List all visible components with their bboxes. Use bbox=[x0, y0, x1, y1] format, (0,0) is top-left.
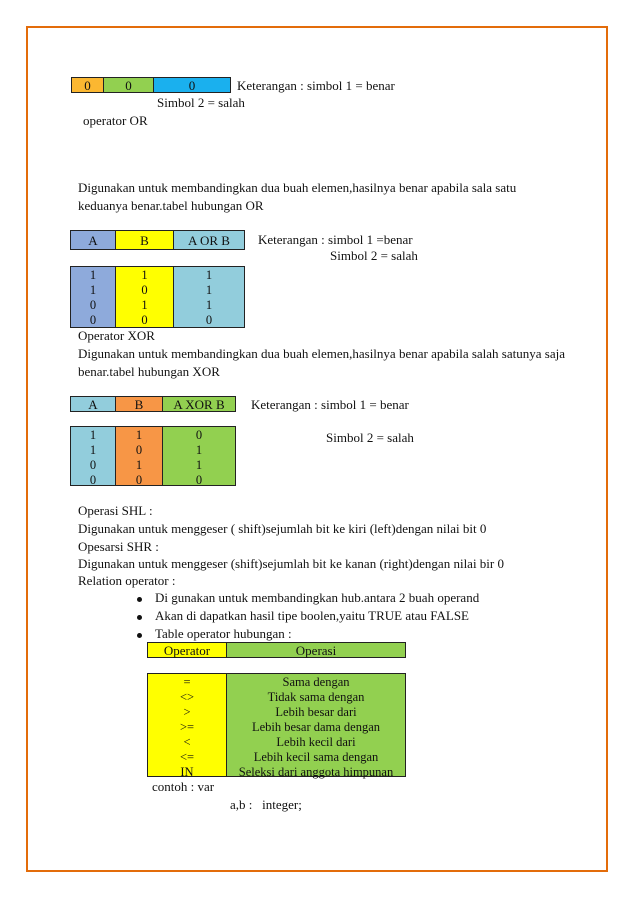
op-col-operasi bbox=[227, 673, 406, 777]
xor-cell: 1 bbox=[89, 428, 97, 442]
or-col-result bbox=[174, 266, 245, 328]
shr-desc: Digunakan untuk menggeser (shift)sejumlah bit ke kanan (right)dengan nilai bir 0 bbox=[78, 556, 504, 571]
xor-title: Operator XOR bbox=[78, 328, 155, 343]
or-cell: 1 bbox=[89, 268, 97, 282]
or-header-b: B bbox=[116, 230, 174, 250]
or-cell: 1 bbox=[89, 283, 97, 297]
shl-title: Operasi SHL : bbox=[78, 503, 153, 518]
bullet-text-2: Akan di dapatkan hasil tipe boolen,yaitu TRUE atau FALSE bbox=[155, 608, 469, 623]
top-bar bbox=[71, 77, 231, 93]
or-cell: 0 bbox=[89, 313, 97, 327]
xor-cell: 0 bbox=[135, 443, 143, 457]
or-table-body bbox=[70, 266, 245, 328]
xor-desc-line-2: benar.tabel hubungan XOR bbox=[78, 364, 220, 379]
top-bar-cell: 0 bbox=[71, 77, 104, 93]
or-cell: 1 bbox=[205, 298, 213, 312]
or-desc-line-2: keduanya benar.tabel hubungan OR bbox=[78, 198, 264, 213]
or-title: operator OR bbox=[83, 113, 148, 128]
op-description: Sama dengan bbox=[282, 675, 350, 689]
or-cell: 1 bbox=[205, 268, 213, 282]
xor-cell: 0 bbox=[195, 473, 203, 487]
op-description: Lebih kecil dari bbox=[276, 735, 356, 749]
op-col-operator bbox=[147, 673, 227, 777]
bullet-icon bbox=[137, 633, 142, 638]
op-symbol: = bbox=[183, 675, 191, 689]
xor-col-b bbox=[116, 426, 163, 486]
bullet-icon bbox=[137, 615, 142, 620]
xor-header-a: A bbox=[70, 396, 116, 412]
or-desc-line-1: Digunakan untuk membandingkan dua buah elemen,hasilnya benar apabila sala satu bbox=[78, 180, 517, 195]
or-cell: 0 bbox=[89, 298, 97, 312]
op-description: Lebih besar dama dengan bbox=[251, 720, 381, 734]
op-header-operator: Operator bbox=[147, 642, 227, 658]
or-col-b bbox=[116, 266, 174, 328]
xor-cell: 0 bbox=[89, 458, 97, 472]
or-cell: 1 bbox=[205, 283, 213, 297]
top-bar-note: Keterangan : simbol 1 = benar bbox=[237, 78, 395, 93]
xor-header-result: A XOR B bbox=[163, 396, 236, 412]
or-header-a: A bbox=[70, 230, 116, 250]
xor-cell: 0 bbox=[195, 428, 203, 442]
xor-note: Keterangan : simbol 1 = benar bbox=[251, 397, 409, 412]
xor-header-b: B bbox=[116, 396, 163, 412]
xor-cell: 1 bbox=[135, 458, 143, 472]
example-line-2: a,b : integer; bbox=[230, 797, 302, 812]
op-symbol: > bbox=[183, 705, 191, 719]
xor-table-header bbox=[70, 396, 236, 412]
op-description: Tidak sama dengan bbox=[267, 690, 365, 704]
op-table-body bbox=[147, 673, 406, 777]
bullet-icon bbox=[137, 597, 142, 602]
or-col-a bbox=[70, 266, 116, 328]
or-cell: 0 bbox=[141, 283, 148, 297]
xor-cell: 1 bbox=[89, 443, 97, 457]
or-note: Keterangan : simbol 1 =benar bbox=[258, 232, 413, 247]
op-symbol: >= bbox=[179, 720, 195, 734]
op-symbol: < bbox=[183, 735, 191, 749]
xor-col-a bbox=[70, 426, 116, 486]
op-description: Seleksi dari anggota himpunan bbox=[238, 765, 394, 779]
or-header-result: A OR B bbox=[174, 230, 245, 250]
xor-cell: 0 bbox=[135, 473, 143, 487]
bullet-text-1: Di gunakan untuk membandingkan hub.antara 2 buah operand bbox=[155, 590, 480, 605]
top-bar-cell: 0 bbox=[154, 77, 231, 93]
bullet-text-3: Table operator hubungan : bbox=[155, 626, 292, 641]
xor-table-body bbox=[70, 426, 236, 486]
op-description: Lebih besar dari bbox=[275, 705, 357, 719]
shl-desc: Digunakan untuk menggeser ( shift)sejumlah bit ke kiri (left)dengan nilai bit 0 bbox=[78, 521, 487, 536]
or-cell: 0 bbox=[205, 313, 213, 327]
xor-cell: 1 bbox=[195, 458, 203, 472]
xor-desc-line-1: Digunakan untuk membandingkan dua buah elemen,hasilnya benar apabila salah satunya saja bbox=[78, 346, 565, 361]
or-note-2: Simbol 2 = salah bbox=[330, 248, 418, 263]
xor-col-result bbox=[163, 426, 236, 486]
xor-cell: 1 bbox=[135, 428, 143, 442]
shr-title: Opesarsi SHR : bbox=[78, 539, 159, 554]
xor-cell: 1 bbox=[195, 443, 203, 457]
or-cell: 0 bbox=[141, 313, 148, 327]
or-cell: 1 bbox=[141, 298, 148, 312]
example-line-1: contoh : var bbox=[152, 779, 215, 794]
or-table-header bbox=[70, 230, 245, 250]
top-bar-cell: 0 bbox=[104, 77, 154, 93]
op-header-operasi: Operasi bbox=[227, 642, 406, 658]
op-description: Lebih kecil sama dengan bbox=[253, 750, 379, 764]
top-bar-note-2: Simbol 2 = salah bbox=[157, 95, 245, 110]
op-symbol: <= bbox=[179, 750, 195, 764]
or-cell: 1 bbox=[141, 268, 148, 282]
xor-note-2: Simbol 2 = salah bbox=[326, 430, 414, 445]
xor-cell: 0 bbox=[89, 473, 97, 487]
op-symbol: <> bbox=[179, 690, 195, 704]
relation-title: Relation operator : bbox=[78, 573, 176, 588]
op-symbol: IN bbox=[180, 765, 194, 779]
op-table-header bbox=[147, 642, 406, 658]
